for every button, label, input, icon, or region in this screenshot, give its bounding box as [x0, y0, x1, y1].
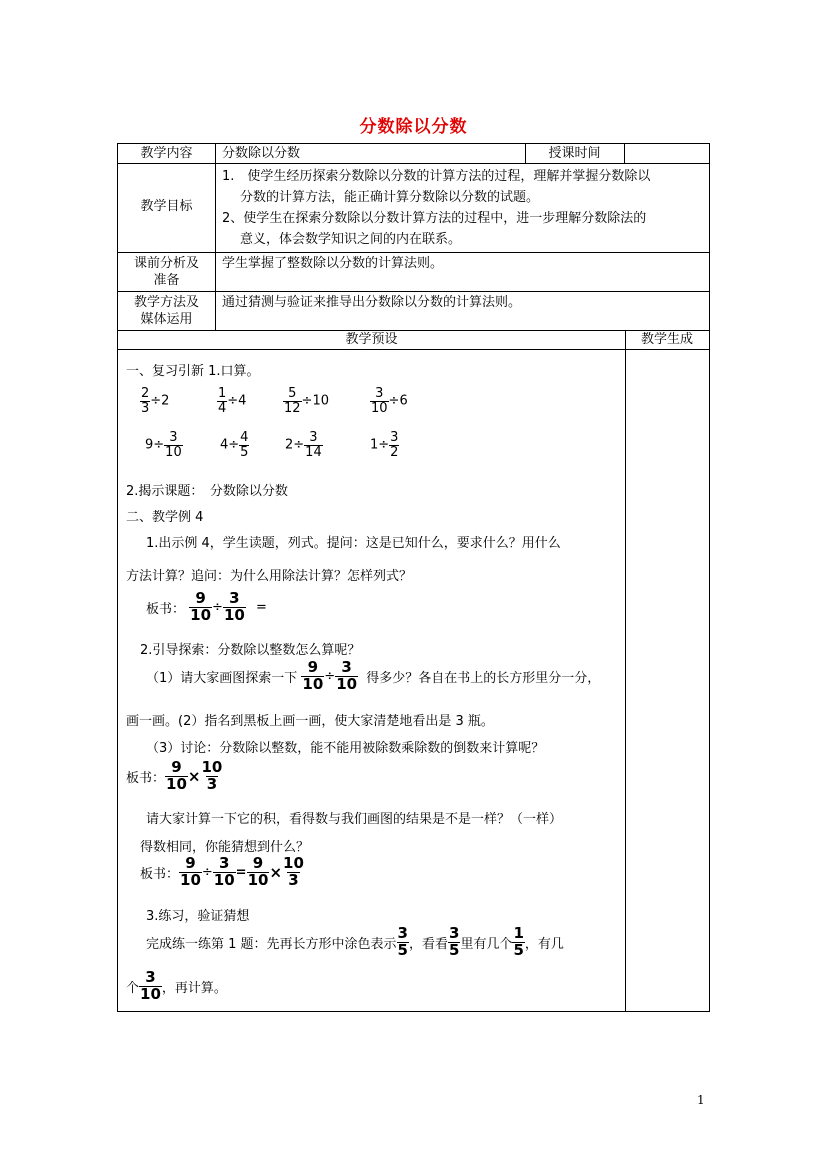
- generated-header: 教学生成: [640, 332, 693, 347]
- goals-label: 教学目标: [140, 199, 193, 214]
- oral-item: [285, 431, 323, 459]
- step-text: （1）请大家画图探索一下: [146, 670, 298, 686]
- row-divider: [118, 291, 709, 292]
- preset-header: 教学预设: [345, 332, 398, 347]
- oral-item: [283, 387, 329, 415]
- fraction: [140, 387, 150, 415]
- operator-text: ÷: [212, 599, 223, 615]
- operator-text: 9÷: [145, 437, 165, 453]
- guess-text: 得数相同，你能猜想到什么？: [140, 840, 310, 855]
- denominator: 3: [206, 774, 218, 793]
- content-label: 教学内容: [140, 146, 193, 161]
- goal-line: 分数的计算方法，能正确计算分数除以分数的试题。: [240, 190, 540, 205]
- fraction: [397, 926, 409, 959]
- fraction: [200, 760, 223, 793]
- denominator: 5: [449, 940, 460, 959]
- denominator: 2: [390, 444, 399, 460]
- numerator: 3: [341, 658, 352, 676]
- operator-text: ÷: [201, 864, 213, 880]
- fraction: [223, 591, 246, 624]
- column-divider: [215, 144, 216, 330]
- row-divider: [118, 252, 709, 253]
- analysis-label: [118, 255, 215, 289]
- goals-text: [222, 166, 650, 250]
- content-value: 分数除以分数: [222, 146, 301, 161]
- practice-text: [146, 926, 564, 959]
- operator-text: =: [255, 599, 267, 615]
- numerator: 1: [513, 924, 524, 942]
- denominator: 10: [166, 774, 187, 793]
- example-text: 1.出示例 4，学生读题，列式。提问：这是已知什么，要求什么？用什么: [146, 536, 561, 551]
- denominator: 10: [247, 870, 269, 889]
- method-label-line: 教学方法及: [133, 295, 199, 310]
- practice-part: ，看看: [408, 936, 448, 952]
- fraction: [247, 856, 270, 889]
- numerator: 9: [307, 658, 319, 676]
- denominator: 3: [288, 870, 299, 889]
- row-divider: [118, 330, 709, 331]
- oral-item: [140, 387, 169, 415]
- numerator: 3: [397, 924, 408, 942]
- denominator: 10: [302, 674, 324, 693]
- denominator: 5: [397, 940, 408, 959]
- numerator: 10: [283, 854, 304, 872]
- numerator: 1: [218, 386, 227, 401]
- oral-item: [145, 431, 183, 459]
- fraction: [335, 660, 358, 693]
- operator-text: ÷10: [301, 393, 329, 409]
- denominator: 10: [223, 605, 245, 624]
- denominator: 10: [140, 984, 161, 1003]
- numerator: 9: [171, 758, 182, 776]
- practice-part: 完成练一练第 1 题：先再长方形中涂色表示: [146, 936, 397, 952]
- fraction: [217, 387, 227, 415]
- fraction: [179, 856, 202, 889]
- operator-text: ×: [187, 767, 201, 786]
- oral-item: [217, 387, 246, 415]
- numerator: 2: [141, 386, 150, 401]
- oral-item: [370, 387, 408, 415]
- practice-text: [126, 970, 227, 1003]
- column-divider: [625, 330, 626, 1011]
- denominator: 10: [336, 674, 358, 693]
- step-text: 画一画。(2）指名到黑板上画一画，使大家清楚地看出是 3 瓶。: [126, 714, 494, 729]
- numerator: 3: [375, 386, 384, 401]
- method-label: [118, 294, 215, 328]
- numerator: 3: [229, 589, 240, 607]
- analysis-label-line: 课前分析及: [133, 256, 199, 271]
- goal-line: 意义，体会数学知识之间的内在联系。: [240, 232, 462, 247]
- operator-text: 1÷: [370, 437, 390, 453]
- practice-part: ，有几: [524, 936, 564, 952]
- reveal-topic: 2.揭示课题： 分数除以分数: [126, 484, 288, 499]
- goal-line: 1. 使学生经历探索分数除以分数的计算方法的过程，理解并掌握分数除以: [222, 169, 651, 184]
- method-label-line: 媒体运用: [140, 312, 193, 327]
- column-divider: [624, 144, 625, 163]
- practice-part: ，再计算。: [161, 980, 227, 996]
- numerator: 3: [449, 924, 460, 942]
- fraction: [164, 431, 183, 459]
- operator-text: ÷6: [388, 393, 408, 409]
- method-value: 通过猜测与验证来推导出分数除以分数的计算法则。: [222, 295, 522, 310]
- page-number: 1: [697, 1093, 705, 1107]
- numerator: 10: [201, 758, 223, 776]
- row-divider: [118, 163, 709, 164]
- board-label: 板书：: [126, 770, 166, 786]
- board-formula: [140, 856, 305, 889]
- denominator: 10: [371, 400, 388, 416]
- denominator: 12: [284, 400, 301, 416]
- fraction: [165, 760, 188, 793]
- page-title: 分数除以分数: [359, 117, 468, 137]
- fraction: [189, 591, 212, 624]
- numerator: 4: [240, 430, 249, 445]
- operator-text: ÷2: [150, 393, 170, 409]
- fraction: [213, 856, 236, 889]
- denominator: 10: [190, 605, 212, 624]
- analysis-value: 学生掌握了整数除以分数的计算法则。: [222, 256, 444, 271]
- fraction: [304, 431, 323, 459]
- operator-text: ÷4: [227, 393, 247, 409]
- numerator: 3: [219, 854, 230, 872]
- step1: [146, 660, 600, 693]
- practice-part: 里有几个: [460, 936, 513, 952]
- example-title: 二、教学例 4: [126, 510, 204, 525]
- practice-title: 3.练习，验证猜想: [146, 909, 250, 924]
- operator-text: 2÷: [285, 437, 305, 453]
- board-formula: [146, 591, 267, 624]
- denominator: 5: [513, 940, 524, 959]
- fraction: [389, 431, 399, 459]
- practice-part: 个: [126, 980, 140, 996]
- operator-text: ÷: [324, 668, 336, 684]
- operator-text: ×: [269, 863, 283, 882]
- fraction: [512, 926, 524, 959]
- numerator: 3: [390, 430, 399, 445]
- numerator: 3: [145, 968, 156, 986]
- fraction: [370, 387, 389, 415]
- review-heading: 一、复习引新 1.口算。: [126, 364, 260, 379]
- fraction: [139, 970, 162, 1003]
- row-divider: [118, 349, 709, 350]
- goal-line: 2、使学生在探索分数除以分数计算方法的过程中，进一步理解分数除法的: [222, 211, 647, 226]
- calc-text: 请大家计算一下它的积，看得数与我们画图的结果是不是一样？（一样）: [146, 812, 563, 827]
- example-text: 方法计算？追问：为什么用除法计算？怎样列式？: [126, 569, 413, 584]
- denominator: 14: [305, 444, 322, 460]
- oral-item: [370, 431, 399, 459]
- step-text: 得多少？各自在书上的长方形里分一分，: [366, 670, 601, 686]
- denominator: 10: [180, 870, 201, 889]
- board-formula: [126, 760, 223, 793]
- fraction: [283, 387, 302, 415]
- fraction: [448, 926, 460, 959]
- time-label: 授课时间: [548, 146, 601, 161]
- operator-text: =: [235, 864, 247, 880]
- board-label: 板书：: [140, 866, 180, 882]
- denominator: 3: [141, 400, 150, 416]
- analysis-label-line: 准备: [153, 273, 180, 288]
- fraction: [239, 431, 249, 459]
- oral-item: [220, 431, 249, 459]
- operator-text: 4÷: [220, 437, 240, 453]
- fraction: [301, 660, 324, 693]
- board-label: 板书：: [146, 601, 186, 617]
- numerator: 9: [185, 854, 196, 872]
- step-text: （3）讨论：分数除以整数，能不能用被除数乘除数的倒数来计算呢？: [146, 741, 545, 756]
- numerator: 3: [169, 430, 178, 445]
- denominator: 10: [213, 870, 235, 889]
- numerator: 9: [252, 854, 264, 872]
- numerator: 3: [309, 430, 318, 445]
- numerator: 9: [195, 589, 206, 607]
- denominator: 10: [165, 444, 182, 460]
- numerator: 5: [288, 386, 297, 401]
- denominator: 5: [240, 444, 249, 460]
- denominator: 4: [218, 400, 227, 416]
- guide-text: 2.引导探索：分数除以整数怎么算呢？: [140, 643, 361, 658]
- fraction: [282, 856, 305, 889]
